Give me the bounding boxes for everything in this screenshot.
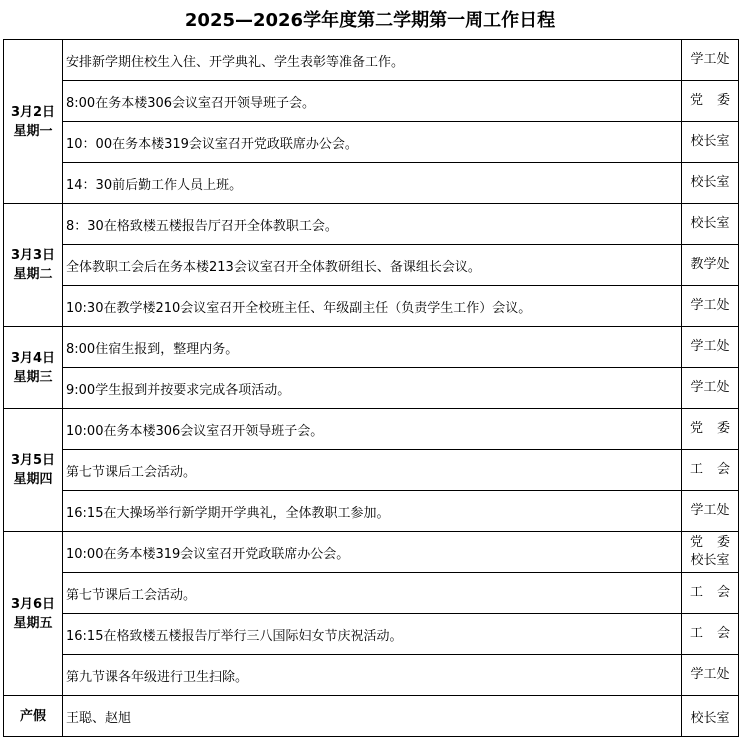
- table-row: [4, 532, 739, 573]
- leave-label: 产假: [4, 696, 63, 737]
- schedule-item: 10：00在务本楼319会议室召开党政联席办公会。: [63, 122, 682, 163]
- responsible-dept: [682, 409, 744, 450]
- table-row: [4, 491, 739, 532]
- leave-names: 王聪、赵旭: [63, 696, 682, 737]
- dept-label: 学工处: [690, 380, 730, 395]
- day-weekday: 星期一: [13, 123, 53, 139]
- dept-label: 学工处: [690, 503, 730, 518]
- schedule-item: 8：30在格致楼五楼报告厅召开全体教职工会。: [63, 204, 682, 245]
- responsible-dept: [682, 614, 744, 655]
- day-cell: [4, 409, 63, 532]
- dept-label: 学工处: [690, 52, 730, 67]
- table-row: [4, 286, 739, 327]
- schedule-item: 10:00在务本楼319会议室召开党政联席办公会。: [63, 532, 682, 573]
- table-row: [4, 655, 739, 696]
- schedule-item: 8:00在务本楼306会议室召开领导班子会。: [63, 81, 682, 122]
- dept-label: 校长室: [690, 216, 730, 231]
- responsible-dept: [682, 491, 739, 532]
- dept-label: 教学处: [690, 257, 730, 272]
- responsible-dept: [682, 286, 739, 327]
- schedule-item: 16:15在大操场举行新学期开学典礼，全体教职工参加。: [63, 491, 682, 532]
- dept-label: 校长室: [690, 553, 730, 568]
- day-weekday: 星期四: [13, 472, 53, 487]
- schedule-item: 16:15在格致楼五楼报告厅举行三八国际妇女节庆祝活动。: [63, 614, 682, 655]
- day-cell: [4, 40, 63, 204]
- day-date: 3月4日: [10, 350, 56, 366]
- dept-label: 学工处: [690, 667, 730, 682]
- table-row: [4, 409, 739, 450]
- page-title: 2025—2026学年度第二学期第一周工作日程: [184, 10, 556, 31]
- schedule-item: 8:00住宿生报到，整理内务。: [63, 327, 682, 368]
- dept-label: 学工处: [690, 339, 730, 354]
- day-weekday: 星期五: [13, 615, 53, 631]
- responsible-dept: [682, 163, 739, 204]
- table-row: [4, 614, 739, 655]
- dept-label: 党委: [689, 535, 744, 550]
- day-date: 3月3日: [10, 248, 56, 263]
- dept-label: 学工处: [690, 298, 730, 313]
- dept-label: 工会: [689, 462, 744, 477]
- dept-label: 党委: [689, 93, 744, 108]
- day-date: 3月6日: [10, 596, 56, 612]
- day-cell: [4, 204, 63, 327]
- dept-label: 校长室: [690, 175, 730, 190]
- dept-label: 校长室: [690, 134, 730, 149]
- table-row: [4, 368, 739, 409]
- responsible-dept: [682, 81, 744, 122]
- schedule-item: 10:30在教学楼210会议室召开全校班主任、年级副主任（负责学生工作）会议。: [63, 286, 682, 327]
- leave-row: [4, 696, 739, 737]
- leave-dept: 校长室: [682, 696, 739, 737]
- table-row: [4, 245, 739, 286]
- responsible-dept: [682, 40, 739, 81]
- responsible-dept: [682, 573, 744, 614]
- table-row: [4, 81, 739, 122]
- responsible-dept: [682, 532, 744, 573]
- day-date: 3月2日: [10, 104, 56, 120]
- responsible-dept: [682, 368, 739, 409]
- schedule-item: 第九节课各年级进行卫生扫除。: [63, 655, 682, 696]
- day-date: 3月5日: [10, 453, 56, 468]
- schedule-item: 14：30前后勤工作人员上班。: [63, 163, 682, 204]
- responsible-dept: [682, 327, 739, 368]
- table-row: [4, 450, 739, 491]
- schedule-item: 全体教职工会后在务本楼213会议室召开全体教研组长、备课组长会议。: [63, 245, 682, 286]
- responsible-dept: [682, 655, 739, 696]
- responsible-dept: [682, 204, 739, 245]
- day-weekday: 星期三: [13, 369, 53, 385]
- table-row: [4, 204, 739, 245]
- responsible-dept: [682, 450, 744, 491]
- responsible-dept: [682, 245, 739, 286]
- table-row: [4, 40, 739, 81]
- schedule-table: [3, 39, 744, 737]
- schedule-item: 安排新学期住校生入住、开学典礼、学生表彰等准备工作。: [63, 40, 682, 81]
- schedule-item: 第七节课后工会活动。: [63, 450, 682, 491]
- day-cell: [4, 532, 63, 696]
- dept-label: 党委: [689, 421, 744, 436]
- dept-label: 工会: [689, 585, 744, 600]
- schedule-item: 第七节课后工会活动。: [63, 573, 682, 614]
- day-cell: [4, 327, 63, 409]
- dept-label: 工会: [689, 626, 744, 641]
- schedule-item: 9:00学生报到并按要求完成各项活动。: [63, 368, 682, 409]
- day-weekday: 星期二: [13, 267, 53, 282]
- responsible-dept: [682, 122, 739, 163]
- table-row: [4, 573, 739, 614]
- table-row: [4, 122, 739, 163]
- table-row: [4, 327, 739, 368]
- table-row: [4, 163, 739, 204]
- schedule-item: 10:00在务本楼306会议室召开领导班子会。: [63, 409, 682, 450]
